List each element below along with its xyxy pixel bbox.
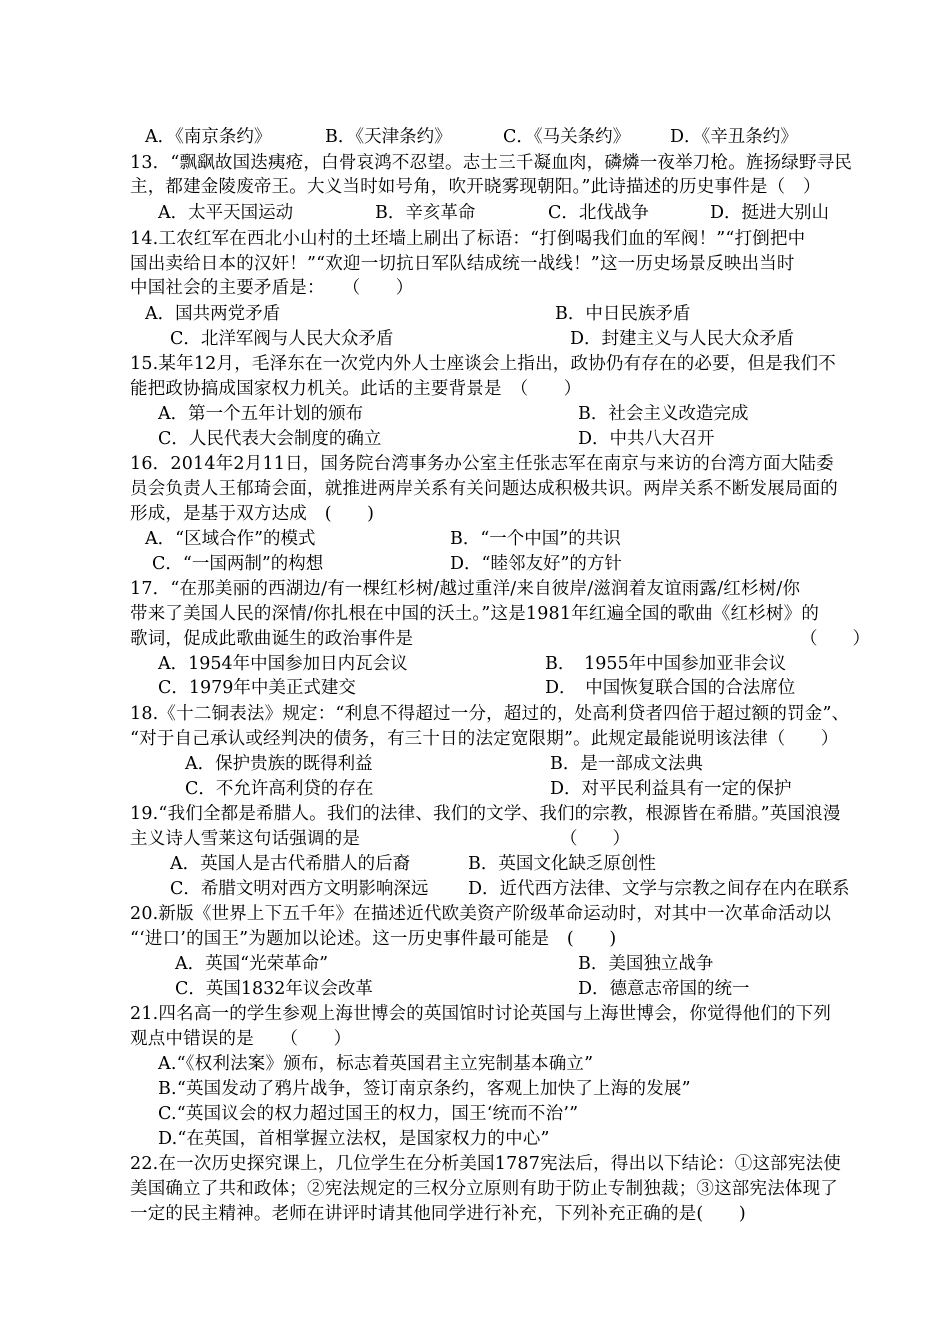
q19-stem-line-2: 主义诗人雪莱这句话强调的是 bbox=[130, 829, 361, 849]
q18-stem-line-1: 18.《十二铜表法》规定：“利息不得超过一分，超过的，处高利贷者四倍于超过额的罚金”、 bbox=[130, 704, 850, 724]
q15-option-b: B．社会主义改造完成 bbox=[578, 404, 749, 424]
q19-option-b: B．英国文化缺乏原创性 bbox=[468, 854, 656, 874]
q21-option-a: A.“《权利法案》颁布，标志着英国君主立宪制基本确立” bbox=[158, 1054, 594, 1074]
q16-option-b: B．“一个中国”的共识 bbox=[450, 529, 621, 549]
q16-option-c: C．“一国两制”的构想 bbox=[152, 554, 324, 574]
q16-option-d: D．“睦邻友好”的方针 bbox=[450, 554, 622, 574]
q22-stem-line-2: 美国确立了共和政体；②宪法规定的三权分立原则有助于防止专制独裁；③这部宪法体现了 bbox=[130, 1179, 838, 1199]
q18-option-c: C．不允许高利贷的存在 bbox=[185, 779, 374, 799]
q17-option-b: B． 1955年中国参加亚非会议 bbox=[545, 654, 787, 674]
q14-option-d: D．封建主义与人民大众矛盾 bbox=[570, 329, 795, 349]
q14-option-b: B．中日民族矛盾 bbox=[555, 304, 691, 324]
q21-stem-line-2: 观点中错误的是 （ ） bbox=[130, 1029, 352, 1049]
q18-stem-line-2: “对于自己承认或经判决的债务，有三十日的法定宽限期”。此规定最能说明该法律（ ） bbox=[130, 729, 839, 749]
q12-option-a: A．《南京条约》 bbox=[145, 127, 272, 147]
q14-stem-line-1: 14.工农红军在西北小山村的土坯墙上刷出了标语：“打倒喝我们血的军阀！”“打倒把中 bbox=[130, 229, 806, 249]
q13-stem-line-1: 13．“飘飖故国迭痍疮，白骨哀鸿不忍望。志士三千凝血肉，磷燐一夜举刀枪。旌扬绿野寻民 bbox=[130, 153, 853, 173]
q17-option-c: C．1979年中美正式建交 bbox=[158, 678, 356, 698]
q20-option-d: D．德意志帝国的统一 bbox=[578, 979, 750, 999]
q17-option-d: D． 中国恢复联合国的合法席位 bbox=[545, 678, 796, 698]
q13-stem-line-2: 主，都建金陵废帝王。大义当时如号角，吹开晓雾现朝阳。”此诗描述的历史事件是（ ） bbox=[130, 177, 821, 197]
q12-option-b: B．《天津条约》 bbox=[325, 127, 452, 147]
q17-stem-line-1: 17．“在那美丽的西湖边/有一棵红杉树/越过重洋/来自彼岸/滋润着友谊雨露/红杉树/你 bbox=[130, 579, 801, 599]
q21-option-b: B.“英国发动了鸦片战争，签订南京条约，客观上加快了上海的发展” bbox=[158, 1079, 691, 1099]
q15-stem-line-2: 能把政协搞成国家权力机关。此话的主要背景是 （ ） bbox=[130, 379, 582, 399]
q14-option-c: C．北洋军阀与人民大众矛盾 bbox=[170, 329, 394, 349]
q13-option-b: B．辛亥革命 bbox=[375, 203, 476, 223]
q17-answer-paren: （ ） bbox=[800, 629, 870, 649]
q14-option-a: A．国共两党矛盾 bbox=[145, 304, 281, 324]
q18-option-d: D．对平民利益具有一定的保护 bbox=[550, 779, 792, 799]
q20-option-c: C．英国1832年议会改革 bbox=[175, 979, 373, 999]
q20-option-b: B．美国独立战争 bbox=[578, 954, 714, 974]
q20-stem-line-2: “‘进口’的国王”为题加以论述。这一历史事件最可能是 ( ) bbox=[130, 929, 617, 949]
q12-option-c: C．《马关条约》 bbox=[503, 127, 631, 147]
q14-stem-line-3: 中国社会的主要矛盾是： （ ） bbox=[130, 278, 414, 298]
q15-option-c: C．人民代表大会制度的确立 bbox=[158, 429, 382, 449]
q17-option-a: A．1954年中国参加日内瓦会议 bbox=[158, 654, 408, 674]
q22-stem-line-3: 一定的民主精神。老师在讲评时请其他同学进行补充，下列补充正确的是( ) bbox=[130, 1204, 746, 1224]
q21-option-c: C.“英国议会的权力超过国王的权力，国王‘统而不治’” bbox=[158, 1104, 579, 1124]
q22-stem-line-1: 22.在一次历史探究课上，几位学生在分析美国1787宪法后，得出以下结论：①这部宪法使 bbox=[130, 1154, 841, 1174]
q15-option-a: A．第一个五年计划的颁布 bbox=[158, 404, 364, 424]
q13-option-c: C．北伐战争 bbox=[548, 203, 649, 223]
q19-option-d: D．近代西方法律、文学与宗教之间存在内在联系 bbox=[468, 879, 850, 899]
q12-option-d: D．《辛丑条约》 bbox=[670, 127, 798, 147]
q16-option-a: A．“区域合作”的模式 bbox=[145, 529, 316, 549]
q17-stem-line-3: 歌词，促成此歌曲诞生的政治事件是 bbox=[130, 629, 414, 649]
q19-option-a: A．英国人是古代希腊人的后裔 bbox=[170, 854, 411, 874]
q15-option-d: D．中共八大召开 bbox=[578, 429, 715, 449]
q17-stem-line-2: 带来了美国人民的深情/你扎根在中国的沃土。”这是1981年红遍全国的歌曲《红杉树》的 bbox=[130, 604, 820, 624]
q16-stem-line-2: 员会负责人王郁琦会面，就推进两岸关系有关问题达成积极共识。两岸关系不断发展局面的 bbox=[130, 479, 838, 499]
q19-option-c: C．希腊文明对西方文明影响深远 bbox=[170, 879, 429, 899]
q19-answer-paren: （ ） bbox=[560, 829, 630, 849]
q13-option-d: D．挺进大别山 bbox=[710, 203, 830, 223]
q20-stem-line-1: 20.新版《世界上下五千年》在描述近代欧美资产阶级革命运动时，对其中一次革命活动以 bbox=[130, 904, 832, 924]
q13-option-a: A．太平天国运动 bbox=[158, 203, 294, 223]
q16-stem-line-1: 16．2014年2月11日，国务院台湾事务办公室主任张志军在南京与来访的台湾方面大陆委 bbox=[130, 454, 834, 474]
q19-stem-line-1: 19.“我们全都是希腊人。我们的法律、我们的文学、我们的宗教，根源皆在希腊。”英国浪漫 bbox=[130, 804, 841, 824]
q15-stem-line-1: 15.某年12月，毛泽东在一次党内外人士座谈会上指出，政协仍有存在的必要，但是我们不 bbox=[130, 354, 836, 374]
q14-stem-line-2: 国出卖给日本的汉奸！”“欢迎一切抗日军队结成统一战线！”这一历史场景反映出当时 bbox=[130, 254, 795, 274]
q21-option-d: D.“在英国，首相掌握立法权，是国家权力的中心” bbox=[158, 1129, 550, 1149]
q18-option-b: B．是一部成文法典 bbox=[550, 754, 703, 774]
q18-option-a: A．保护贵族的既得利益 bbox=[185, 754, 373, 774]
q21-stem-line-1: 21.四名高一的学生参观上海世博会的英国馆时讨论英国与上海世博会，你觉得他们的下列 bbox=[130, 1004, 832, 1024]
q20-option-a: A．英国“光荣革命” bbox=[175, 954, 329, 974]
q16-stem-line-3: 形成，是基于双方达成 ( ) bbox=[130, 504, 375, 524]
